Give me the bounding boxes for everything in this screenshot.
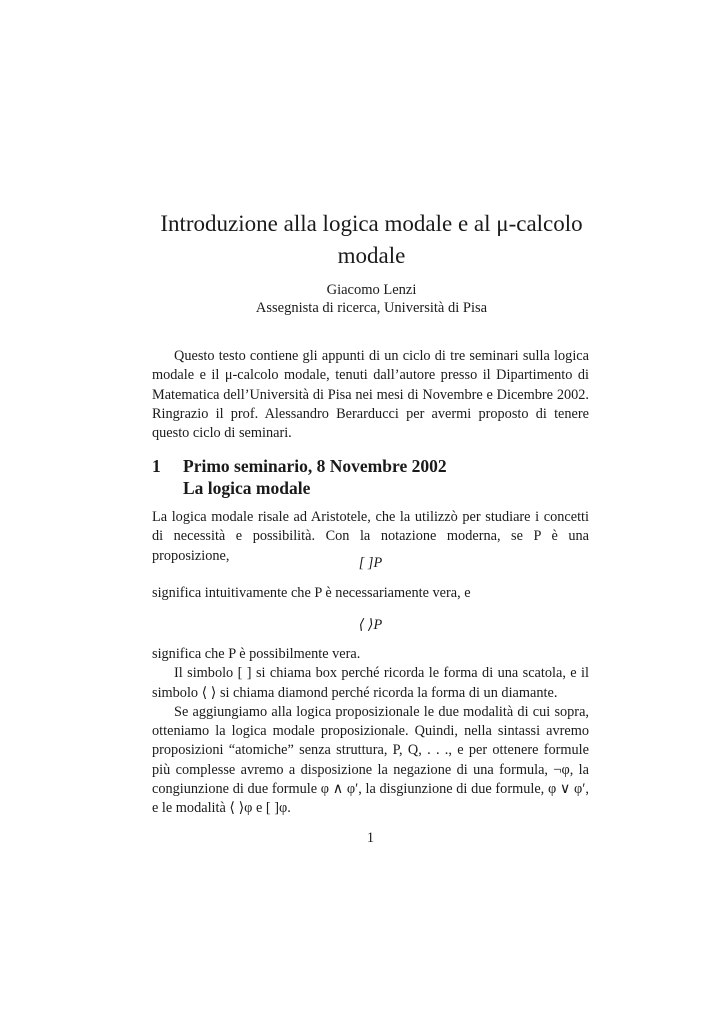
- paragraph-2: significa intuitivamente che P è necessariamente vera, e: [152, 585, 471, 601]
- paragraph-3c: Se aggiungiamo alla logica proposizionale le due modalità di cui sopra, otteniamo la logica modale proposizionale. Quindi, nella sintassi avremo proposizioni “atomiche” senza struttura, P, Q, . . ., e per ottenere formule più complesse avremo a disposizione la negazione di una formula, ¬φ, la congiunzione di due formule φ ∧ φ′, la disgiunzione di due formule, φ ∨ φ′, e le modalità ⟨ ⟩φ e [ ]φ.: [152, 703, 589, 817]
- paragraph-3a: significa che P è possibilmente vera.: [152, 646, 361, 662]
- paragraph-3b: Il simbolo [ ] si chiama box perché ricorda le forma di una scatola, e il simbolo ⟨ ⟩ si chiama diamond perché ricorda la forma di un diamante.: [152, 665, 589, 701]
- formula-box-text: [ ]P: [358, 555, 383, 571]
- section-number: 1: [152, 456, 161, 476]
- paragraph-3: [152, 645, 589, 819]
- author-name: Giacomo Lenzi: [326, 282, 417, 298]
- title-line-2: modale: [337, 243, 406, 268]
- page-number: 1: [366, 830, 375, 846]
- display-formula-box: [152, 555, 589, 572]
- author-affiliation: Assegnista di ricerca, Università di Pisa: [255, 300, 488, 316]
- abstract: Questo testo contiene gli appunti di un ciclo di tre seminari sulla logica modale e il μ-calcolo modale, tenuti dall’autore presso il Dipartimento di Matematica dell’Università di Pisa nei mesi di Novembre e Dicembre 2002. Ringrazio il prof. Alessandro Berarducci per avermi proposto di tenere questo ciclo di seminari.: [152, 348, 589, 442]
- section-title-line-1: Primo seminario, 8 Novembre 2002: [183, 456, 447, 476]
- formula-diamond-text: ⟨ ⟩P: [358, 617, 383, 633]
- paper-title: [150, 208, 593, 272]
- display-formula-diamond: [152, 617, 589, 634]
- paragraph-1: La logica modale risale ad Aristotele, che la utilizzò per studiare i concetti di necessità e possibilità. Con la notazione moderna, se P è una proposizione,: [152, 509, 589, 564]
- section-title-line-2: La logica modale: [183, 478, 311, 498]
- title-line-1: Introduzione alla logica modale e al μ-calcolo: [160, 211, 583, 236]
